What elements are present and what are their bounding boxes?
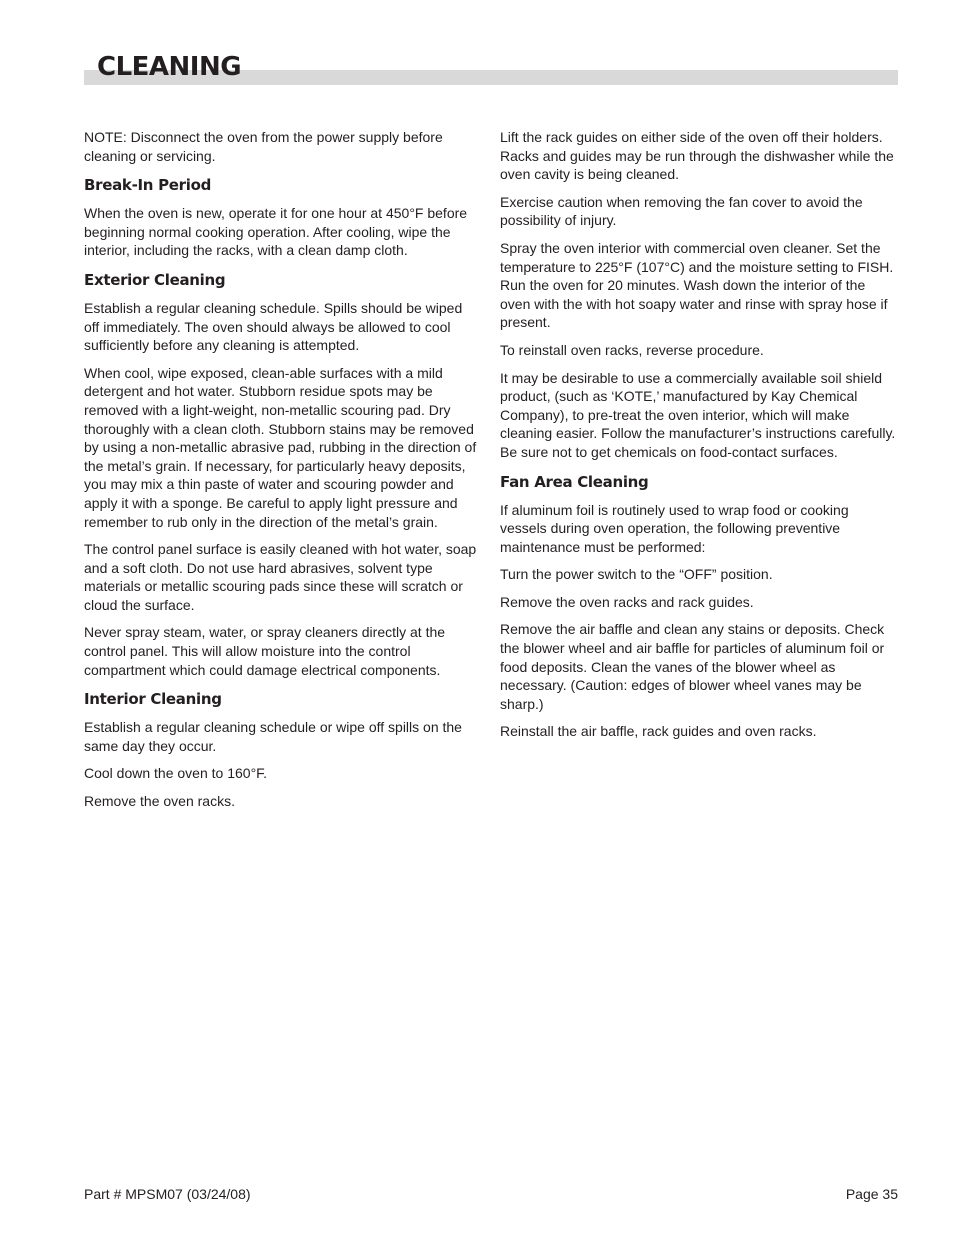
interior-continued-paragraph: To reinstall oven racks, reverse procedure. bbox=[500, 341, 764, 358]
break-in-paragraph: When the oven is new, operate it for one hour at 450°F before beginning normal cooking operation. After cooling, wipe the interior, including the racks, with a clean damp cloth. bbox=[84, 205, 468, 259]
exterior-paragraph: Establish a regular cleaning schedule. Spills should be wiped off immediately. The oven should always be allowed to cool sufficiently before any cleaning is attempted. bbox=[84, 299, 463, 354]
fan-area-paragraph: Remove the oven racks and rack guides. bbox=[500, 593, 754, 610]
note-paragraph: NOTE: Disconnect the oven from the power supply before cleaning or servicing. bbox=[84, 129, 443, 164]
footer-part-number: Part # MPSM07 (03/24/08) bbox=[84, 1186, 251, 1202]
interior-continued-paragraph: Spray the oven interior with commercial oven cleaner. Set the temperature to 225°F (107°C) and the moisture setting to FISH. Run the oven for 20 minutes. Wash down the interior of the oven with the with hot soapy water and rinse with spray hose if present. bbox=[500, 239, 894, 331]
interior-paragraph: Establish a regular cleaning schedule or wipe off spills on the same day they occur. bbox=[84, 719, 462, 754]
exterior-paragraph: Never spray steam, water, or spray cleaners directly at the control panel. This will allow moisture into the control compartment which could damage electrical components. bbox=[84, 624, 446, 678]
fan-area-paragraph: Reinstall the air baffle, rack guides and oven racks. bbox=[500, 723, 817, 740]
exterior-paragraph: When cool, wipe exposed, clean-able surfaces with a mild detergent and hot water. Stubborn residue spots may be removed with a light-weight, non-metallic scouring pad. Dry thoroughly with a clean cloth. Stubborn stains may be removed by using a non-metallic abrasive pad, rubbing in the direction of the metal’s grain. If necessary, for particularly heavy deposits, you may mix a thin paste of water and scouring powder and apply it with a sponge. Be careful to apply light pressure and remember to rub only in the direction of the metal’s grain. bbox=[84, 364, 477, 530]
interior-continued-paragraph: It may be desirable to use a commercially available soil shield product, (such as ‘KOTE,’ manufactured by Kay Chemical Company), to pre-treat the oven interior, which will make cleaning easier. Follow the manufacturer’s instructions carefully. Be sure not to get chemicals on food-contact surfaces. bbox=[500, 369, 896, 460]
fan-area-paragraph: Turn the power switch to the “OFF” position. bbox=[500, 566, 773, 583]
page-title: CLEANING bbox=[97, 52, 242, 82]
fan-area-paragraph: Remove the air baffle and clean any stains or deposits. Check the blower wheel and air baffle for particles of aluminum foil or food deposits. Clean the vanes of the blower wheel as necessary. (Caution: edges of blower wheel vanes may be sharp.) bbox=[500, 621, 885, 712]
right-column bbox=[500, 128, 896, 750]
interior-cleaning-heading: Interior Cleaning bbox=[84, 690, 222, 709]
left-column bbox=[84, 128, 480, 820]
interior-paragraph: Remove the oven racks. bbox=[84, 793, 235, 810]
interior-continued-paragraph: Exercise caution when removing the fan cover to avoid the possibility of injury. bbox=[500, 193, 863, 229]
interior-continued-paragraph: Lift the rack guides on either side of the oven off their holders. Racks and guides may be run through the dishwasher while the oven cavity is being cleaned. bbox=[500, 129, 894, 183]
footer-page-number: Page 35 bbox=[845, 1186, 898, 1202]
fan-area-paragraph: If aluminum foil is routinely used to wrap food or cooking vessels during oven operation, the following preventive maintenance must be performed: bbox=[500, 501, 849, 555]
exterior-cleaning-heading: Exterior Cleaning bbox=[84, 270, 226, 289]
interior-paragraph: Cool down the oven to 160°F. bbox=[84, 765, 268, 782]
exterior-paragraph: The control panel surface is easily cleaned with hot water, soap and a soft cloth. Do not use hard abrasives, solvent type materials or metallic scouring pads since these will scratch or cloud the surface. bbox=[84, 541, 477, 613]
break-in-heading: Break-In Period bbox=[84, 176, 212, 195]
fan-area-cleaning-heading: Fan Area Cleaning bbox=[500, 472, 649, 491]
